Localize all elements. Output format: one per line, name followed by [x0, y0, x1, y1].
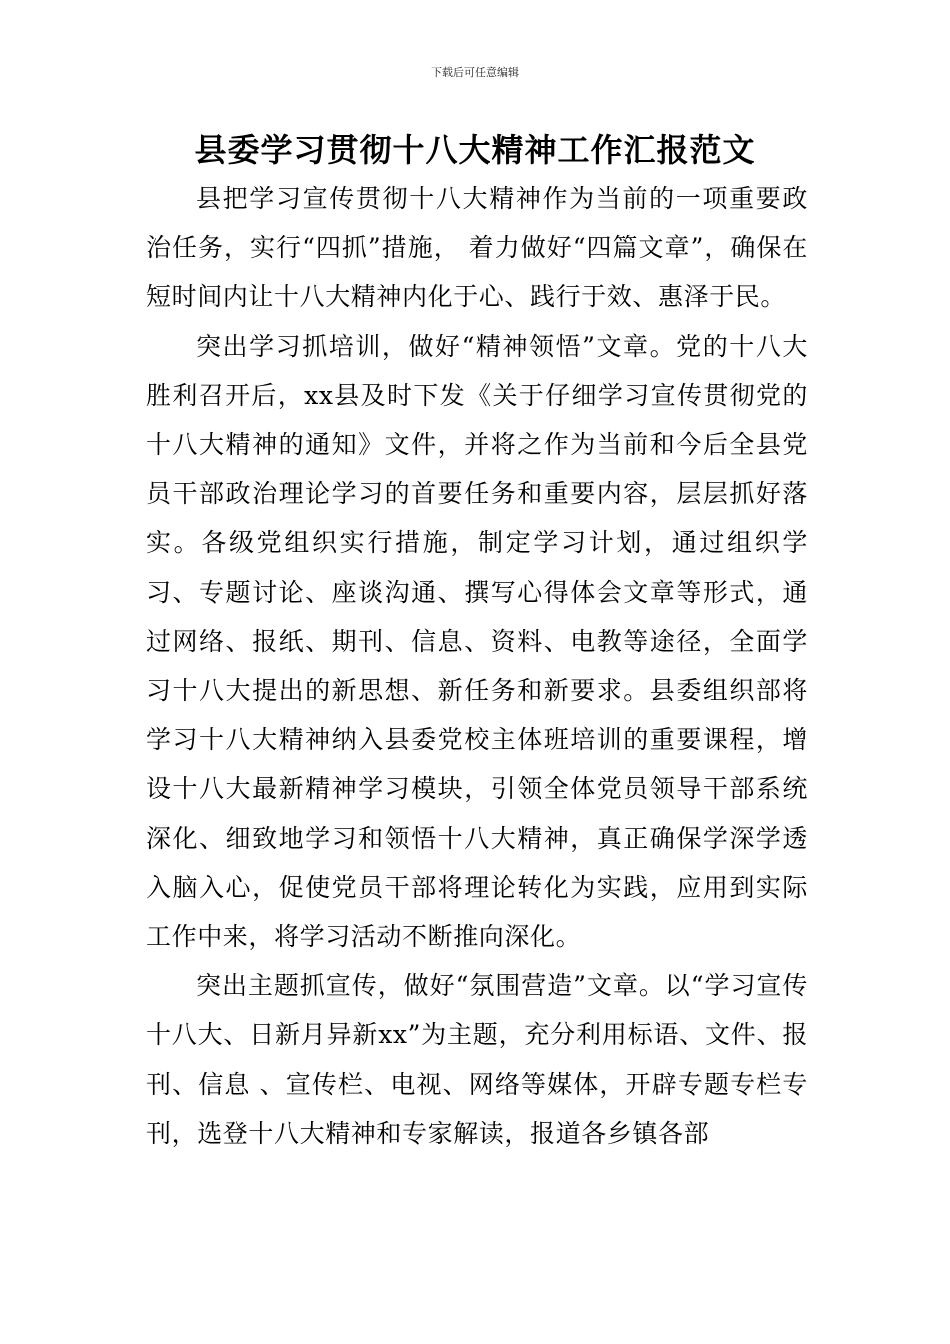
document-title: 县委学习贯彻十八大精神工作汇报范文: [194, 131, 756, 169]
document-body: [146, 174, 808, 1158]
paragraph-study-training: 突出学习抓培训，做好“精神领悟”文章。党的十八大胜利召开后，xx县及时下发《关于仔细学习宣传贯彻党的十八大精神的通知》文件，并将之作为当前和今后全县党员干部政治理论学习的首要任务和重要内容，层层抓好落实。各级党组织实行措施，制定学习计划，通过组织学习、专题讨论、座谈沟通、撰写心得体会文章等形式，通过网络、报纸、期刊、信息、资料、电教等途径，全面学习十八大提出的新思想、新任务和新要求。县委组织部将学习十八大精神纳入县委党校主体班培训的重要课程，增设十八大最新精神学习模块，引领全体党员领导干部系统深化、细致地学习和领悟十八大精神，真正确保学深学透入脑入心，促使党员干部将理论转化为实践，应用到实际工作中来，将学习活动不断推向深化。: [146, 331, 808, 952]
paragraph-publicity: 突出主题抓宣传，做好“氛围营造”文章。以“学习宣传十八大、日新月异新xx”为主题，充分利用标语、文件、报刊、信息 、宣传栏、电视、网络等媒体，开辟专题专栏专刊，选登十八大精神和专家解读，报道各乡镇各部: [146, 971, 808, 1148]
paragraph-intro: 县把学习宣传贯彻十八大精神作为当前的一项重要政治任务，实行“四抓”措施， 着力做好“四篇文章”，确保在短时间内让十八大精神内化于心、践行于效、惠泽于民。: [146, 184, 808, 312]
header-note: 下载后可任意编辑: [431, 66, 519, 79]
